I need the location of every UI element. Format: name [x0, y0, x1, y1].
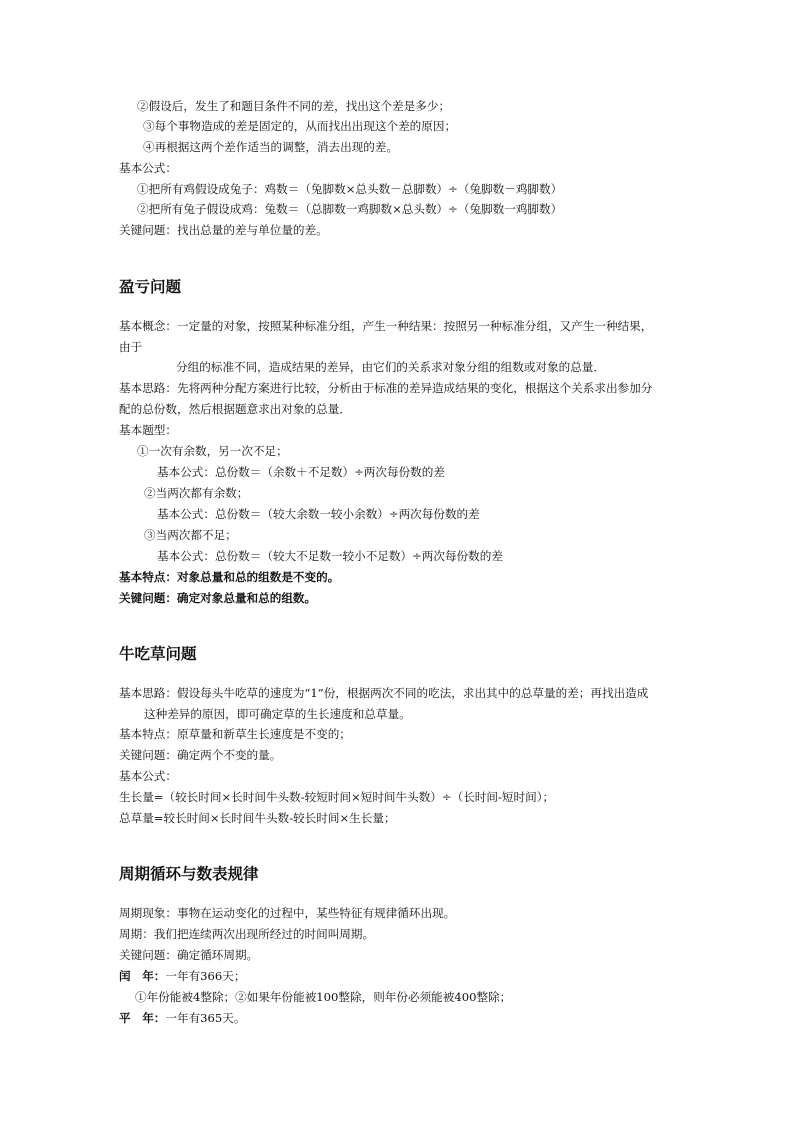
zhouqi-leap-rules: ①年份能被4整除；②如果年份能被100整除，则年份必须能被400整除；	[135, 990, 512, 1004]
key-question: 关键问题：找出总量的差与单位量的差。	[119, 223, 328, 237]
zhouqi-leap-year	[119, 969, 246, 983]
yingkui-key-question: 关键问题：确定对象总量和总的组数。	[119, 591, 317, 605]
section-title-yingkui: 盈亏问题	[119, 278, 182, 296]
zhouqi-key-question: 关键问题：确定循环周期。	[119, 948, 259, 962]
basic-formula-label: 基本公式：	[119, 161, 177, 175]
formula-rabbit: ②把所有兔子假设成鸡：兔数＝（总脚数一鸡脚数×总头数）÷（兔脚数一鸡脚数）	[137, 202, 563, 216]
niuchicao-feature: 基本特点：原草量和新草生长速度是不变的；	[119, 727, 351, 741]
assumption-step-3: ③每个事物造成的差是固定的，从而找出出现这个差的原因；	[143, 119, 457, 133]
yingkui-concept-cont: 由于	[119, 340, 143, 354]
yingkui-feature: 基本特点：对象总量和总的组数是不变的。	[119, 570, 340, 584]
yingkui-formula-3: 基本公式：总份数＝（较大不足数一较小不足数）÷两次每份数的差	[157, 549, 503, 563]
leap-year-text: 一年有366天；	[165, 969, 246, 983]
yingkui-concept: 基本概念：一定量的对象，按照某种标准分组，产生一种结果：按照另一种标准分组，又产生一种结果，	[119, 319, 653, 333]
section-title-zhouqi: 周期循环与数表规律	[119, 865, 259, 883]
yingkui-types-label: 基本题型：	[119, 423, 177, 437]
zhouqi-common-year	[119, 1011, 246, 1025]
niuchicao-formula-label: 基本公式：	[119, 769, 177, 783]
niuchicao-total-formula: 总草量=较长时间×长时间牛头数-较长时间×生长量；	[119, 811, 396, 825]
niuchicao-key-question: 关键问题：确定两个不变的量。	[119, 748, 282, 762]
assumption-step-4: ④再根据这两个差作适当的调整，消去出现的差。	[143, 140, 399, 154]
yingkui-formula-2: 基本公式：总份数＝（较大余数一较小余数）÷两次每份数的差	[157, 507, 480, 521]
zhouqi-phenomenon: 周期现象：事物在运动变化的过程中，某些特征有规律循环出现。	[119, 906, 456, 920]
yingkui-type-2: ②当两次都有余数；	[144, 486, 249, 500]
niuchicao-growth-formula: 生长量=（较长时间×长时间牛头数-较短时间×短时间牛头数）÷（长时间-短时间）；	[119, 790, 555, 804]
yingkui-concept-cont2: 分组的标准不同，造成结果的差异，由它们的关系求对象分组的组数或对象的总量．	[176, 360, 605, 374]
common-year-text: 一年有365天。	[165, 1011, 246, 1025]
niuchicao-thinking-cont: 这种差异的原因，即可确定草的生长速度和总草量。	[144, 707, 411, 721]
yingkui-thinking-cont: 配的总份数，然后根据题意求出对象的总量．	[119, 402, 351, 416]
section-title-niuchicao: 牛吃草问题	[119, 645, 197, 663]
yingkui-type-3: ③当两次都不足；	[144, 528, 237, 542]
leap-year-label: 闰 年：	[119, 969, 166, 983]
niuchicao-thinking: 基本思路：假设每头牛吃草的速度为“1”份，根据两次不同的吃法，求出其中的总草量的差；再找出造成	[119, 686, 649, 700]
assumption-step-2: ②假设后，发生了和题目条件不同的差，找出这个差是多少；	[137, 99, 451, 113]
formula-chicken: ①把所有鸡假设成兔子：鸡数＝（兔脚数×总头数－总脚数）÷（兔脚数－鸡脚数）	[137, 182, 563, 196]
yingkui-type-1: ①一次有余数，另一次不足；	[137, 444, 288, 458]
zhouqi-period: 周期：我们把连续两次出现所经过的时间叫周期。	[119, 927, 375, 941]
common-year-label: 平 年：	[119, 1011, 166, 1025]
yingkui-formula-1: 基本公式：总份数＝（余数＋不足数）÷两次每份数的差	[157, 465, 445, 479]
yingkui-thinking: 基本思路：先将两种分配方案进行比较，分析由于标准的差异造成结果的变化，根据这个关系求出参加分	[119, 381, 653, 395]
